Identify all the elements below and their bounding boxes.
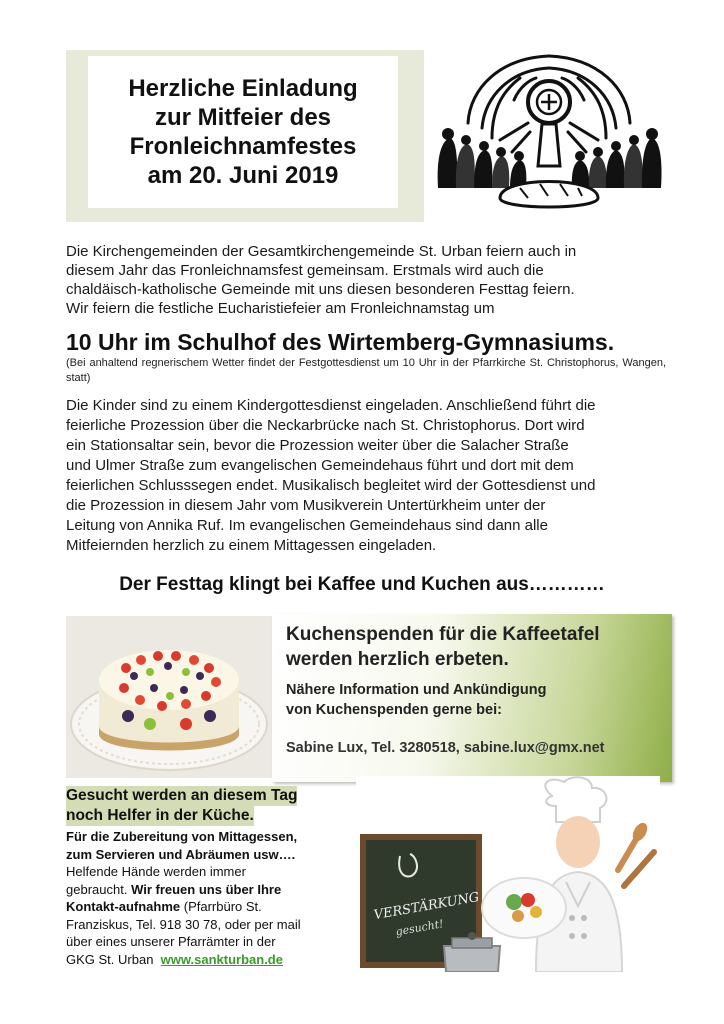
helper-line: Kontakt-aufnahme (Pfarrbüro St.	[66, 899, 262, 914]
helper-paragraph	[66, 828, 356, 968]
cake-donation-panel	[272, 614, 672, 782]
body-line: die Prozession in diesem Jahr vom Musikverein Untertürkheim unter der	[66, 497, 546, 514]
intro-line: Wir feiern die festliche Eucharistiefeier am Fronleichnamstag um	[66, 300, 495, 317]
helper-heading-line: noch Helfer in der Küche.	[66, 807, 254, 824]
sign-text: VERSTÄRKUNG	[372, 889, 481, 924]
intro-paragraph	[66, 242, 666, 318]
helper-line: Helfende Hände werden immer	[66, 864, 246, 879]
intro-line: Die Kirchengemeinden der Gesamtkirchengemeinde St. Urban feiern auch in	[66, 243, 577, 260]
title-line: Herzliche Einladung	[128, 75, 358, 102]
body-line: Leitung von Annika Ruf. Im evangelischen Gemeindehaus sind dann alle	[66, 517, 548, 534]
event-location-headline: 10 Uhr im Schulhof des Wirtemberg-Gymnasiums.	[66, 329, 615, 355]
body-line: feierliche Prozession über die Neckarbrücke nach St. Christophorus. Dort wird	[66, 417, 585, 434]
procession-paragraph	[66, 396, 666, 556]
helper-line: GKG St. Urban www.sankturban.de	[66, 951, 283, 967]
title-panel	[88, 56, 398, 208]
helper-line: gebraucht. Wir freuen uns über Ihre	[66, 881, 282, 897]
body-line: und Ulmer Straße zum evangelischen Gemeindehaus führt und dort mit dem	[66, 457, 574, 474]
monstrance-procession-illustration	[430, 48, 668, 220]
body-line: feierlichen Schlusssegen endet. Musikalisch begleitet wird der Gottesdienst und	[66, 477, 596, 494]
body-line: ein Stationsaltar sein, bevor die Prozession weiter über die Salacher Straße	[66, 437, 569, 454]
body-line: Die Kinder sind zu einem Kindergottesdienst eingeladen. Anschließend führt die	[66, 397, 596, 414]
page-title	[128, 74, 357, 190]
helper-bold-line: zum Servieren und Abräumen usw….	[66, 846, 296, 862]
title-frame	[66, 50, 424, 222]
chef-photo	[356, 776, 660, 972]
title-line: am 20. Juni 2019	[147, 162, 339, 189]
weather-note: (Bei anhaltend regnerischem Wetter findet der Festgottesdienst um 10 Uhr in der Pfarrkirche St. Christophorus, Wangen, statt)	[66, 357, 666, 384]
website-link[interactable]: www.sankturban.de	[160, 951, 283, 967]
helper-bold-line: Für die Zubereitung von Mittagessen,	[66, 829, 298, 844]
heading-line: werden herzlich erbeten.	[286, 649, 509, 670]
info-line: von Kuchenspenden gerne bei:	[286, 702, 502, 718]
helper-heading-line: Gesucht werden an diesem Tag	[66, 787, 298, 804]
sign-subtext: gesucht!	[394, 917, 445, 939]
festtag-heading: Der Festtag klingt bei Kaffee und Kuchen aus…………	[119, 574, 605, 595]
body-line: Mitfeiernden herzlich zu einem Mittagessen eingeladen.	[66, 537, 437, 554]
helper-line: Franziskus, Tel. 918 30 78, oder per mail	[66, 916, 301, 932]
cake-donation-info	[286, 680, 546, 720]
title-line: Fronleichnamfestes	[129, 133, 357, 160]
info-line: Nähere Information und Ankündigung	[286, 682, 547, 698]
title-line: zur Mitfeier des	[154, 104, 332, 131]
intro-line: chaldäisch-katholische Gemeinde mit uns diesen besonderen Festtag feiern.	[66, 281, 575, 298]
heading-line: Kuchenspenden für die Kaffeetafel	[286, 624, 600, 645]
helper-line: über eines unserer Pfarrämter in der	[66, 934, 276, 949]
intro-line: diesem Jahr das Fronleichnamsfest gemeinsam. Erstmals wird auch die	[66, 262, 544, 279]
helper-section	[66, 786, 356, 968]
contact-line: Sabine Lux, Tel. 3280518, sabine.lux@gmx.net	[286, 740, 605, 756]
cake-donation-heading	[286, 622, 600, 672]
cake-photo	[66, 616, 272, 778]
